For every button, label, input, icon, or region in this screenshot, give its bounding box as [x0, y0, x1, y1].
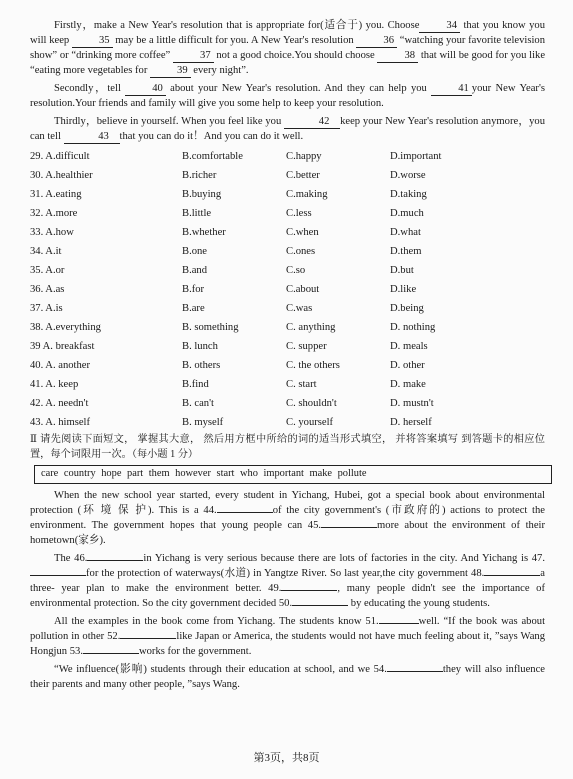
blank-36: 36 [356, 35, 397, 48]
cloze-paragraph-1: When the new school year started, every student in Yichang, Hubei, got a special book about environmental protection (环 境 保 护). This is a 44. of the city government's (市政府的) actions to protect the environment. The government hopes that young people can 45. more about the environment of their hometown(家乡). [30, 489, 545, 547]
option-row-29: 29. A.difficult B.comfortable C.happy D.important [30, 151, 442, 163]
blank-43: 43 [64, 131, 120, 144]
cloze-paragraph-3: All the examples in the book come from Yichang. The students know 51. well. “If the book was about pollution in other 52. like Japan or America, the students would not have much feeling about it, ”says Wang Hongjun 53. works for the government. [30, 616, 546, 658]
option-row-34: 34. A.it B.one C.ones D.them [30, 246, 422, 258]
option-row-31: 31. A.eating B.buying C.making D.taking [30, 189, 427, 201]
word-box: care country hope part them however start who important make pollute [34, 465, 552, 484]
cloze-paragraph-4: “We influence(影响) students through their education at school, and we 54. they will also influence their parents and many other people, ”says Wang. [30, 664, 546, 691]
option-row-40: 40. A. another B. others C. the others D. other [30, 360, 425, 372]
option-row-38: 38. A.everything B. something C. anything D. nothing [30, 322, 436, 334]
blank-51 [379, 623, 419, 624]
blank-48 [484, 575, 540, 576]
exam-page [30, 18, 545, 695]
blank-42: 42 [284, 116, 340, 129]
blank-52 [120, 638, 176, 639]
blank-50 [292, 605, 348, 606]
option-row-42: 42. A. needn't B. can't C. shouldn't D. mustn't [30, 398, 434, 410]
option-row-30: 30. A.healthier B.richer C.better D.worse [30, 170, 426, 182]
blank-49 [281, 590, 337, 591]
blank-54 [387, 671, 443, 672]
blank-40: 40 [125, 83, 166, 96]
option-row-32: 32. A.more B.little C.less D.much [30, 208, 424, 220]
blank-44 [217, 512, 273, 513]
option-row-41: 41. A. keep B.find C. start D. make [30, 379, 426, 391]
blank-35: 35 [72, 35, 113, 48]
blank-46 [87, 560, 143, 561]
cloze-paragraph-2: The 46. in Yichang is very serious because there are lots of factories in the city. And Yichang is 47.for the protection of waterways(水道) in Yangtze River. So last year,the city government 48. a three- year plan to make the environment better. 49. , many people didn't see the importance of environmental protection. So the city government decided 50. by educating the young students. [30, 553, 545, 610]
blank-38: 38 [377, 50, 418, 63]
blank-37: 37 [173, 50, 214, 63]
option-row-33: 33. A.how B.whether C.when D.what [30, 227, 421, 239]
blank-41: 41 [431, 83, 472, 96]
section-instruction: Ⅱ 请先阅读下面短文， 掌握其大意， 然后用方框中所给的词的适当形式填空， 并将答案填写 到答题卡的相应位置，每个词限用一次。（每小题 1 分） [30, 434, 545, 460]
options-list [30, 147, 545, 432]
passage-paragraph-1: Firstly，make a New Year's resolution that is appropriate for(适合于) you. Choose 34 that you know you will keep 35 may be a little difficult for you. A New Year's resolution 36 “watching your favorite television show” or “drinking more coffee” 37 not a good choice.You should choose 38 that will be good for you like “eating more vegetables for 39 every night”. [30, 20, 546, 77]
option-row-43: 43. A. himself B. myself C. yourself D. herself [30, 417, 432, 429]
option-row-37: 37. A.is B.are C.was D.being [30, 303, 424, 315]
option-row-39: 39 A. breakfast B. lunch C. supper D. meals [30, 341, 428, 353]
passage-paragraph-3: Thirdly，believe in yourself. When you feel like you 42 keep your New Year's resolution anymore，you can tell 43 that you can do it！And you can do it well. [30, 116, 545, 143]
blank-34: 34 [419, 20, 460, 33]
page-number: 第3页，共8页 [253, 752, 320, 764]
blank-53 [83, 653, 139, 654]
blank-47 [30, 575, 86, 576]
option-row-35: 35. A.or B.and C.so D.but [30, 265, 414, 277]
blank-39: 39 [150, 65, 191, 78]
passage-paragraph-2: Secondly，tell 40 about your New Year's resolution. And they can help you 41 your New Year's resolution.Your friends and family will give you some help to keep your resolution. [30, 83, 545, 110]
blank-45 [321, 527, 377, 528]
option-row-36: 36. A.as B.for C.about D.like [30, 284, 417, 296]
